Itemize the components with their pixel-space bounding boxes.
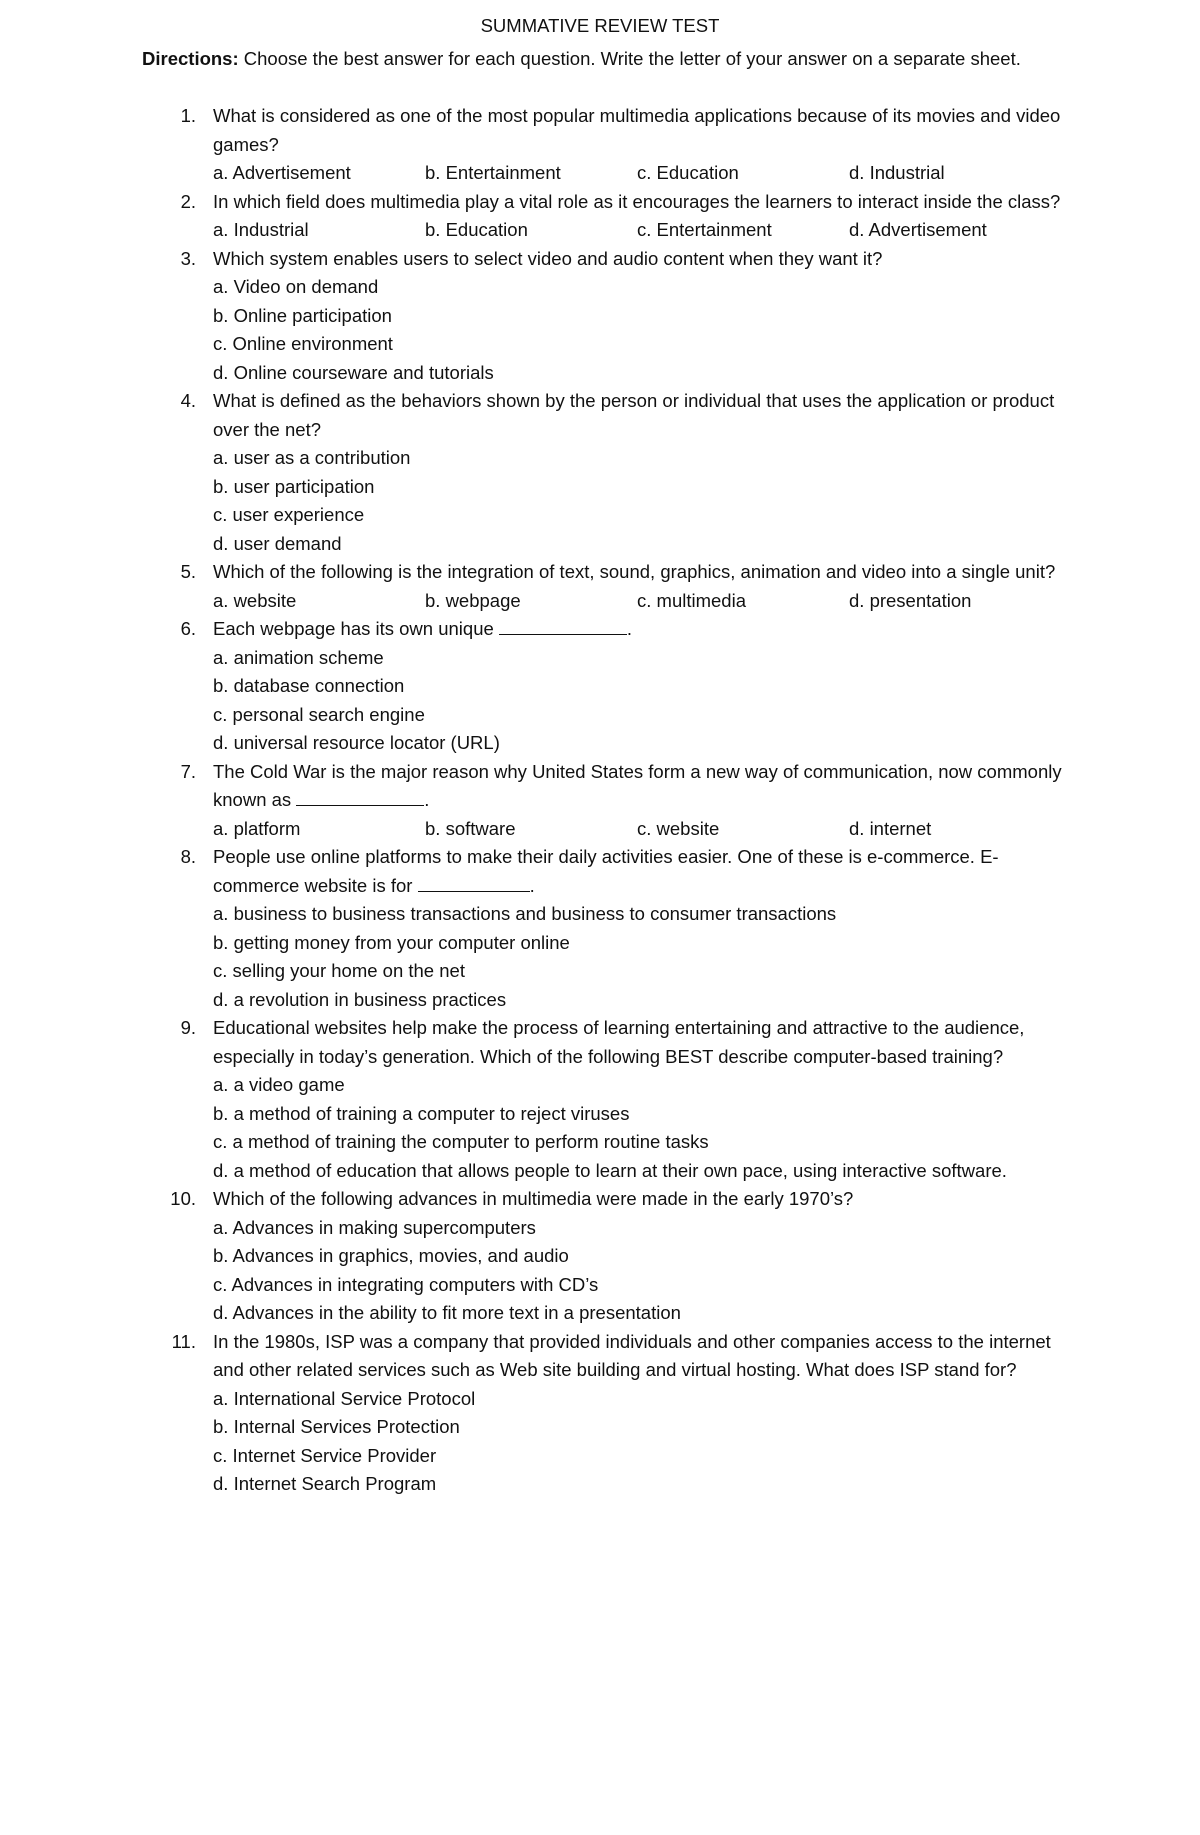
question-item xyxy=(0,1328,1200,1499)
answer-choice: d. Internet Search Program xyxy=(213,1473,437,1494)
page-title: SUMMATIVE REVIEW TEST xyxy=(480,15,720,36)
answer-choice: d. user demand xyxy=(213,532,342,554)
choice-list xyxy=(213,444,1200,558)
question-text xyxy=(213,102,1073,159)
question-item xyxy=(0,102,1200,188)
answer-blank xyxy=(499,616,627,635)
answer-choice: d. Advertisement xyxy=(849,219,987,240)
answer-choice: c. multimedia xyxy=(637,589,746,611)
question-text-content: What is considered as one of the most popular multimedia applications because of its movies and video games? xyxy=(213,105,1061,155)
question-item xyxy=(0,843,1200,1014)
answer-choice: d. a revolution in business practices xyxy=(213,988,507,1010)
answer-blank xyxy=(418,873,530,892)
answer-choice: b. Advances in graphics, movies, and audio xyxy=(213,1245,569,1266)
answer-choice: c. Education xyxy=(637,162,739,183)
question-number: 4. xyxy=(180,390,196,411)
choice-list xyxy=(213,1071,1200,1185)
question-text-content: Educational websites help make the process of learning entertaining and attractive to the audience, especially in today’s generation. Which of the following BEST describe computer-based training? xyxy=(213,1017,1025,1067)
question-item xyxy=(0,1014,1200,1185)
answer-choice: d. internet xyxy=(849,817,932,839)
answer-blank xyxy=(296,787,424,806)
question-item xyxy=(0,245,1200,388)
answer-choice: a. business to business transactions and business to consumer transactions xyxy=(213,903,837,924)
answer-choice: c. Entertainment xyxy=(637,219,772,240)
question-number: 2. xyxy=(180,190,196,212)
question-text xyxy=(213,1328,1073,1385)
question-item xyxy=(0,758,1200,844)
answer-choice: b. webpage xyxy=(425,589,521,611)
question-number: 5. xyxy=(180,561,196,582)
answer-choice: a. Advances in making supercomputers xyxy=(213,1216,536,1238)
choice-list xyxy=(213,815,1200,844)
question-number: 10. xyxy=(170,1188,196,1209)
answer-choice: d. Online courseware and tutorials xyxy=(213,361,494,383)
answer-choice: b. user participation xyxy=(213,475,375,497)
question-number: 7. xyxy=(180,760,196,782)
answer-choice: d. universal resource locator (URL) xyxy=(213,732,500,753)
answer-choice: d. Advances in the ability to fit more text in a presentation xyxy=(213,1302,681,1323)
answer-choice: d. Industrial xyxy=(849,162,945,183)
choice-list xyxy=(213,273,1200,387)
question-number: 9. xyxy=(180,1017,196,1038)
question-number: 11. xyxy=(171,1330,196,1352)
question-number: 1. xyxy=(180,105,196,126)
question-text-content: In which field does multimedia play a vital role as it encourages the learners to interact inside the class? xyxy=(213,190,1061,212)
answer-choice: b. Internal Services Protection xyxy=(213,1416,460,1437)
question-text xyxy=(213,188,1073,217)
answer-choice: a. Video on demand xyxy=(213,276,379,297)
choice-list xyxy=(213,1385,1200,1499)
question-item xyxy=(0,188,1200,245)
answer-choice: a. user as a contribution xyxy=(213,447,411,468)
question-text: The Cold War is the major reason why United States form a new way of communication, now commonly known as . xyxy=(213,760,1062,810)
directions xyxy=(142,45,1062,74)
answer-choice: d. a method of education that allows people to learn at their own pace, using interactive software. xyxy=(213,1159,1007,1181)
answer-choice: c. user experience xyxy=(213,504,365,525)
choice-list xyxy=(213,900,1200,1014)
answer-choice: b. Education xyxy=(425,219,528,240)
answer-choice: d. presentation xyxy=(849,589,972,611)
choice-list xyxy=(213,1214,1200,1328)
choice-list xyxy=(213,216,1200,245)
question-text xyxy=(213,245,1073,274)
answer-choice: a. website xyxy=(213,589,297,611)
answer-choice: a. International Service Protocol xyxy=(213,1387,476,1409)
question-text-content: People use online platforms to make their daily activities easier. One of these is e-commerce. E-commerce website is for xyxy=(213,846,999,896)
answer-choice: a. animation scheme xyxy=(213,646,384,668)
question-text-content: The Cold War is the major reason why United States form a new way of communication, now commonly known as xyxy=(213,760,1062,810)
question-text: Each webpage has its own unique . xyxy=(213,618,633,639)
question-text-content: Which of the following advances in multimedia were made in the early 1970’s? xyxy=(213,1188,854,1209)
question-text-content: Which of the following is the integration of text, sound, graphics, animation and video into a single unit? xyxy=(213,561,1056,582)
answer-choice: a. platform xyxy=(213,817,301,839)
directions-text: Choose the best answer for each question. Write the letter of your answer on a separate sheet. xyxy=(243,48,1021,69)
answer-choice: b. software xyxy=(425,817,516,839)
question-text-content: In the 1980s, ISP was a company that provided individuals and other companies access to the internet and other related services such as Web site building and virtual hosting. What does ISP stand for? xyxy=(213,1330,1051,1380)
question-item xyxy=(0,1185,1200,1328)
question-text xyxy=(213,558,1073,587)
choice-list xyxy=(213,587,1200,616)
question-number: 6. xyxy=(180,618,196,639)
choice-list xyxy=(213,644,1200,758)
answer-choice: c. Internet Service Provider xyxy=(213,1444,437,1466)
answer-choice: c. Advances in integrating computers with CD’s xyxy=(213,1273,599,1295)
question-text: People use online platforms to make their daily activities easier. One of these is e-commerce. E-commerce website is for . xyxy=(213,846,999,896)
answer-choice: c. personal search engine xyxy=(213,703,425,725)
answer-choice: c. website xyxy=(637,817,720,839)
choice-list xyxy=(213,159,1200,188)
question-item xyxy=(0,387,1200,558)
answer-choice: b. a method of training a computer to reject viruses xyxy=(213,1102,630,1124)
answer-choice: c. Online environment xyxy=(213,333,393,354)
answer-choice: c. a method of training the computer to perform routine tasks xyxy=(213,1131,709,1152)
question-text-content: What is defined as the behaviors shown by the person or individual that uses the application or product over the net? xyxy=(213,390,1055,440)
question-text xyxy=(213,1014,1073,1071)
question-list xyxy=(0,102,1200,1499)
question-number: 3. xyxy=(180,247,196,269)
question-text-content: Which system enables users to select video and audio content when they want it? xyxy=(213,247,883,269)
question-item xyxy=(0,558,1200,615)
question-text xyxy=(213,1185,1073,1214)
directions-label: Directions: xyxy=(142,48,239,69)
question-number: 8. xyxy=(180,846,196,867)
answer-choice: b. database connection xyxy=(213,675,405,696)
question-item xyxy=(0,615,1200,758)
answer-choice: a. Advertisement xyxy=(213,162,351,183)
answer-choice: c. selling your home on the net xyxy=(213,960,465,981)
answer-choice: b. Entertainment xyxy=(425,162,561,183)
answer-choice: a. a video game xyxy=(213,1074,345,1095)
answer-choice: b. getting money from your computer online xyxy=(213,931,570,953)
answer-choice: b. Online participation xyxy=(213,304,392,326)
question-text-content: Each webpage has its own unique xyxy=(213,618,494,639)
answer-choice: a. Industrial xyxy=(213,219,309,240)
question-text xyxy=(213,387,1073,444)
